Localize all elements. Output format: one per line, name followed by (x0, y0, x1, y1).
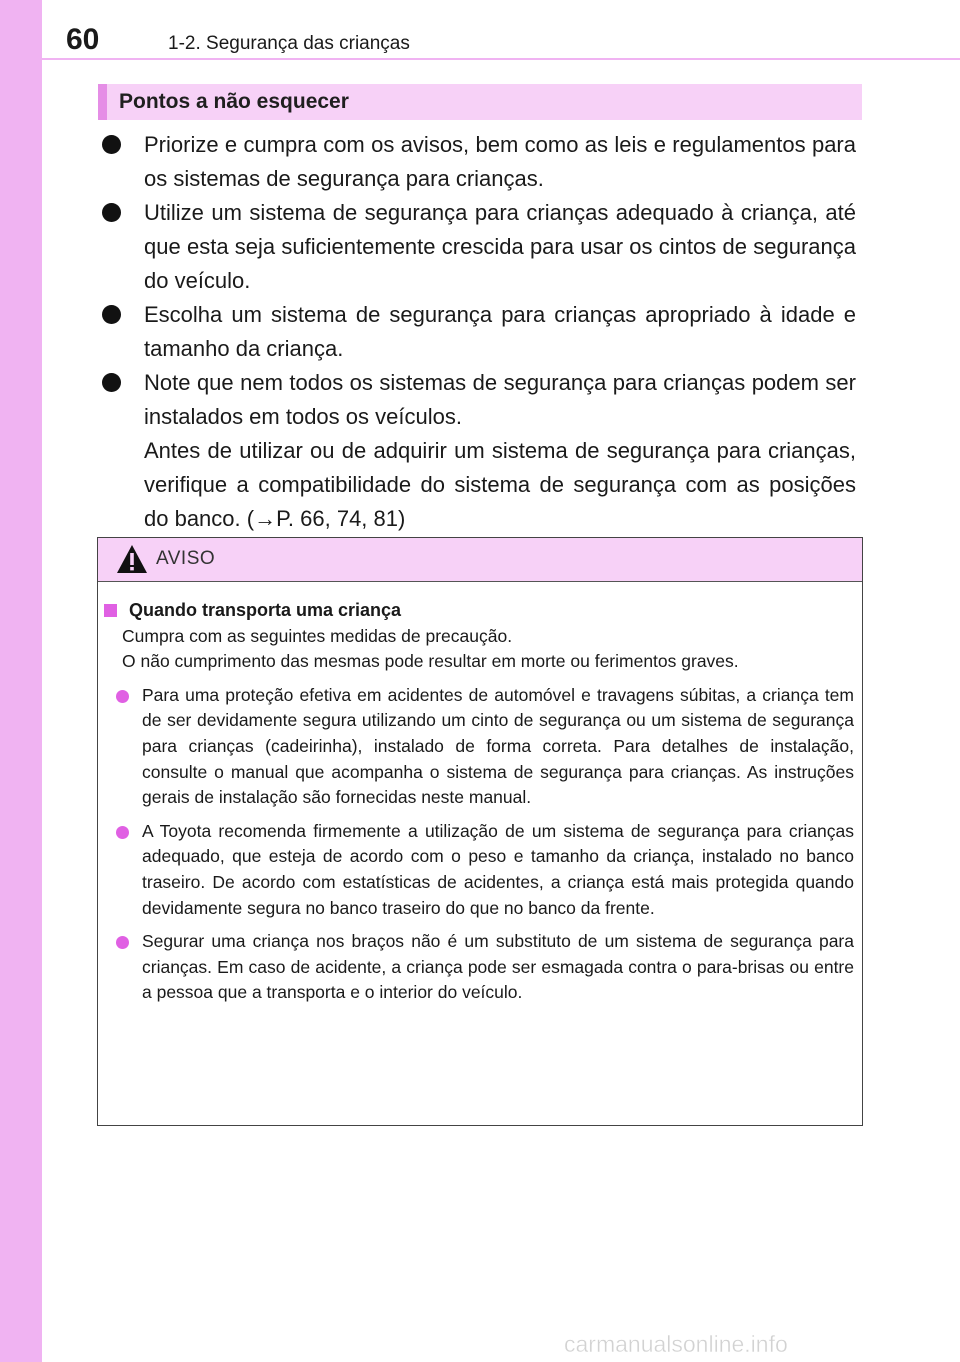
bullet-icon (116, 690, 129, 703)
page-sidebar-tab (0, 0, 42, 1362)
list-item (100, 298, 856, 366)
bullet-icon (102, 203, 121, 222)
list-item (100, 366, 856, 434)
aviso-subheading-text: Quando transporta uma criança (129, 600, 402, 620)
bullet-icon (102, 135, 121, 154)
list-item-text: Utilize um sistema de segurança para crianças adequado à criança, até que esta seja suficientemente crescida para usar os cintos de segurança do veículo. (144, 200, 856, 293)
compatibility-note: Antes de utilizar ou de adquirir um sistema de segurança para crianças, verifique a compatibilidade do sistema de segurança com as posições do banco. (→P. 66, 74, 81) (144, 438, 856, 531)
bullet-icon (116, 936, 129, 949)
watermark-logo (562, 1331, 958, 1359)
svg-text:carmanualsonline.info: carmanualsonline.info (564, 1331, 788, 1357)
warning-item-text: Para uma proteção efetiva em acidentes de automóvel e travagens súbitas, a criança tem de ser devidamente segura utilizando um cinto de segurança ou um sistema de segurança para crianças (cadeirinha), instalado de forma correta. Para detalhes de instalação, consulte o manual que acompanha o sistema de segurança para crianças. As instruções gerais de instalação são fornecidas neste manual. (142, 684, 854, 808)
aviso-body (102, 598, 854, 1006)
bullet-icon (102, 305, 121, 324)
square-bullet-icon (104, 604, 117, 617)
list-item-text: Escolha um sistema de segurança para crianças apropriado à idade e tamanho da criança. (144, 302, 856, 361)
aviso-intro: O não cumprimento das mesmas pode resultar em morte ou ferimentos graves. (122, 651, 739, 672)
warning-item-text: Segurar uma criança nos braços não é um substituto de um sistema de segurança para crianças. Em caso de acidente, a criança pode ser esmagada contra o para-brisas ou entre a pessoa que a transporta e o interior do veículo. (142, 931, 854, 1003)
warning-list-item (102, 929, 854, 1006)
pontos-a-nao-esquecer-header (98, 84, 862, 120)
bullet-icon (102, 373, 121, 392)
warning-list-item (102, 819, 854, 921)
list-item-text: Note que nem todos os sistemas de segurança para crianças podem ser instalados em todos os veículos. (144, 370, 856, 429)
section-title: 1-2. Segurança das crianças (168, 33, 410, 54)
warning-item-text: A Toyota recomenda firmemente a utilização de um sistema de segurança para crianças adequado, que esteja de acordo com o peso e tamanho da criança, instalado no banco traseiro. De acordo com estatísticas de acidentes, a criança está mais protegida quando devidamente segura no banco traseiro do que no banco da frente. (142, 820, 854, 918)
list-item (100, 128, 856, 196)
page-number: 60 (66, 23, 100, 56)
aviso-title: AVISO (156, 548, 216, 569)
warning-list-item (102, 683, 854, 811)
pontos-list (100, 128, 856, 536)
header-divider (42, 58, 960, 60)
aviso-subheading (102, 598, 854, 624)
list-item-text: Priorize e cumpra com os avisos, bem como as leis e regulamentos para os sistemas de segurança para crianças. (144, 132, 856, 191)
warning-triangle-icon (116, 544, 148, 574)
aviso-warning-box (97, 537, 863, 1126)
bullet-icon (116, 826, 129, 839)
aviso-intro: Cumpra com as seguintes medidas de precaução. (122, 625, 513, 646)
list-item (100, 196, 856, 298)
pontos-header-title: Pontos a não esquecer (119, 90, 349, 113)
aviso-header (98, 538, 862, 582)
